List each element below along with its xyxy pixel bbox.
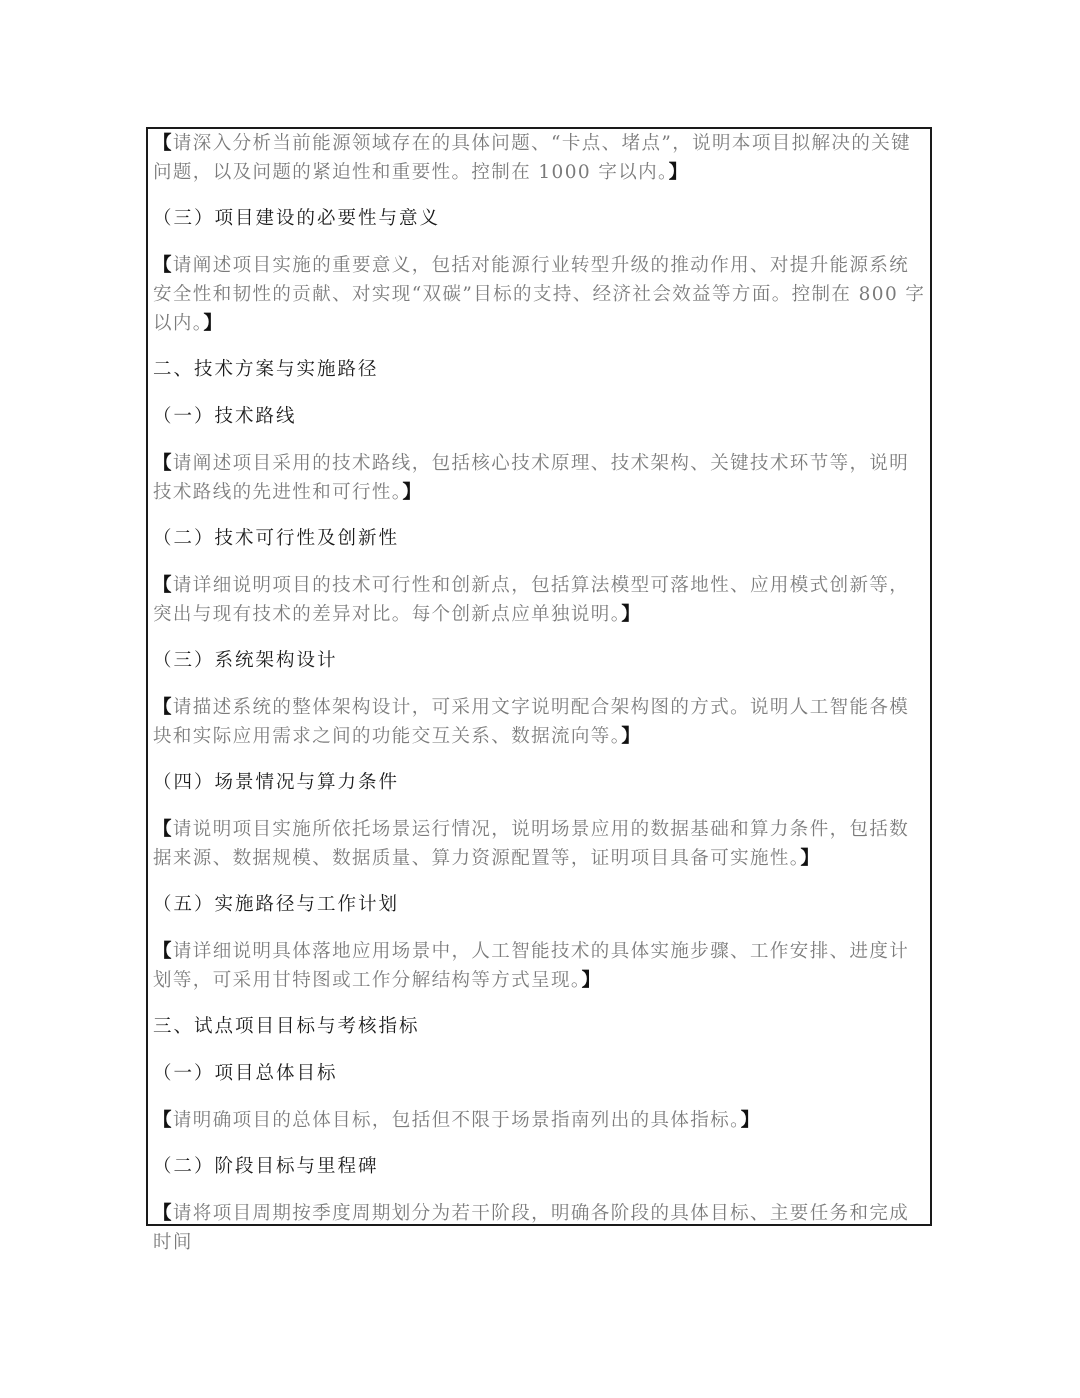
chapter-heading: 三、试点项目目标与考核指标 [153, 1016, 420, 1037]
instruction-text [153, 1199, 929, 1257]
instruction-body: 请深入分析当前能源领域存在的具体问题、“卡点、堵点”，说明本项目拟解决的关键问题，以及问题的紧迫性和重要性。控制在 1000 字以内。 [153, 133, 912, 183]
close-bracket: 】 [581, 970, 602, 991]
instruction-body: 请说明项目实施所依托场景运行情况，说明场景应用的数据基础和算力条件，包括数据来源、数据规模、数据质量、算力资源配置等，证明项目具备可实施性。 [153, 819, 910, 869]
open-bracket: 【 [153, 453, 173, 474]
section-heading: （三）项目建设的必要性与意义 [153, 208, 441, 229]
instruction-text [153, 251, 929, 338]
close-bracket: 】 [621, 604, 642, 625]
open-bracket: 【 [153, 941, 173, 962]
close-bracket: 】 [621, 726, 642, 747]
section-heading: （五）实施路径与工作计划 [153, 894, 400, 915]
instruction-text [153, 1106, 929, 1135]
open-bracket: 【 [153, 1110, 173, 1131]
close-bracket: 】 [402, 482, 423, 503]
instruction-text [153, 815, 929, 873]
section-heading: （一）技术路线 [153, 406, 297, 427]
section-heading: （三）系统架构设计 [153, 650, 338, 671]
section-heading: （四）场景情况与算力条件 [153, 772, 400, 793]
close-bracket: 】 [203, 313, 224, 334]
chapter-heading: 二、技术方案与实施路径 [153, 359, 379, 380]
open-bracket: 【 [153, 1203, 173, 1224]
close-bracket: 】 [740, 1110, 761, 1131]
instruction-text [153, 129, 929, 187]
instruction-body: 请阐述项目采用的技术路线，包括核心技术原理、技术架构、关键技术环节等，说明技术路线的先进性和可行性。 [153, 453, 910, 503]
document-frame [146, 127, 932, 1253]
document-content [153, 129, 929, 1257]
instruction-text [153, 693, 929, 751]
close-bracket: 】 [800, 848, 821, 869]
instruction-body: 请阐述项目实施的重要意义，包括对能源行业转型升级的推动作用、对提升能源系统安全性和韧性的贡献、对实现“双碳”目标的支持、经济社会效益等方面。控制在 800 字以内。 [153, 255, 926, 334]
section-heading: （一）项目总体目标 [153, 1063, 338, 1084]
instruction-body: 请详细说明项目的技术可行性和创新点，包括算法模型可落地性、应用模式创新等，突出与现有技术的差异对比。每个创新点应单独说明。 [153, 575, 910, 625]
instruction-body: 请详细说明具体落地应用场景中，人工智能技术的具体实施步骤、工作安排、进度计划等，可采用甘特图或工作分解结构等方式呈现。 [153, 941, 910, 991]
section-heading: （二）技术可行性及创新性 [153, 528, 400, 549]
instruction-text [153, 937, 929, 995]
open-bracket: 【 [153, 255, 173, 276]
section-heading: （二）阶段目标与里程碑 [153, 1156, 379, 1177]
open-bracket: 【 [153, 819, 173, 840]
instruction-body: 请将项目周期按季度周期划分为若干阶段，明确各阶段的具体目标、主要任务和完成时间 [153, 1203, 910, 1253]
open-bracket: 【 [153, 133, 173, 154]
close-bracket: 】 [668, 162, 689, 183]
instruction-text [153, 449, 929, 507]
open-bracket: 【 [153, 575, 173, 596]
instruction-body: 请明确项目的总体目标，包括但不限于场景指南列出的具体指标。 [172, 1110, 741, 1131]
instruction-body: 请描述系统的整体架构设计，可采用文字说明配合架构图的方式。说明人工智能各模块和实际应用需求之间的功能交互关系、数据流向等。 [153, 697, 910, 747]
open-bracket: 【 [153, 697, 173, 718]
instruction-text [153, 571, 929, 629]
